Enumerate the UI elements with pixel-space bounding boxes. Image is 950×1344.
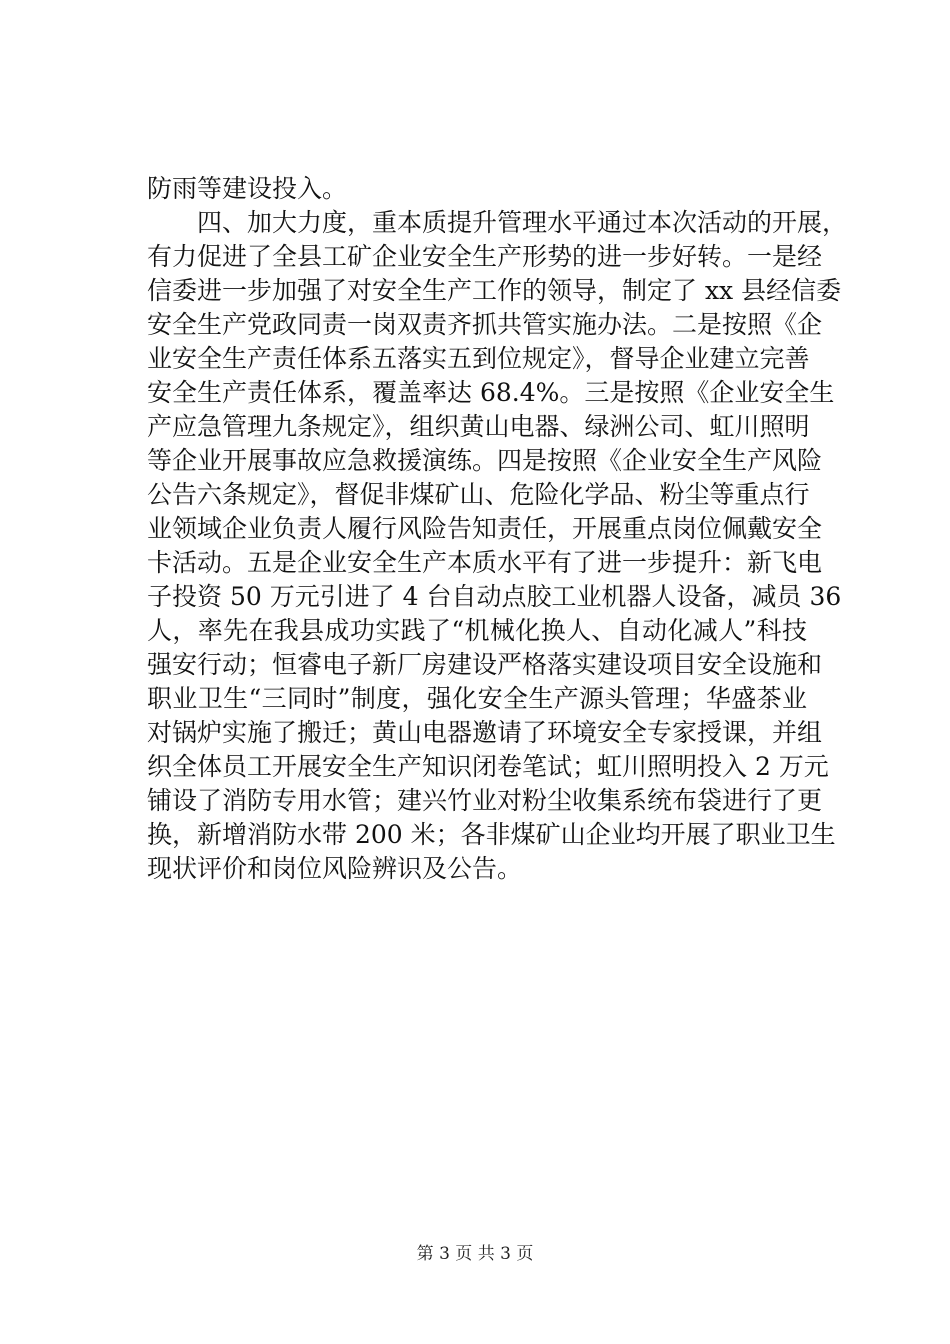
body-text xyxy=(147,172,848,886)
text-line: 防雨等建设投入。 xyxy=(147,174,348,203)
text-line: 业领域企业负责人履行风险告知责任，开展重点岗位佩戴安全 xyxy=(147,514,823,543)
text-line: 等企业开展事故应急救援演练。四是按照《企业安全生产风险 xyxy=(147,446,823,475)
text-line: 卡活动。五是企业安全生产本质水平有了进一步提升：新飞电 xyxy=(147,548,823,577)
text-line: 职业卫生“三同时”制度，强化安全生产源头管理；华盛茶业 xyxy=(147,684,807,713)
text-line: 产应急管理九条规定》，组织黄山电器、绿洲公司、虹川照明 xyxy=(147,412,810,441)
text-line: 信委进一步加强了对安全生产工作的领导，制定了 xx 县经信委 xyxy=(147,276,842,305)
text-line: 织全体员工开展安全生产知识闭卷笔试；虹川照明投入 2 万元 xyxy=(147,752,829,781)
text-line: 业安全生产责任体系五落实五到位规定》，督导企业建立完善 xyxy=(147,344,810,373)
text-line: 人，率先在我县成功实践了“机械化换人、自动化减人”科技 xyxy=(147,616,807,645)
text-line: 强安行动；恒睿电子新厂房建设严格落实建设项目安全设施和 xyxy=(147,650,823,679)
text-line: 安全生产责任体系，覆盖率达 68.4%。三是按照《企业安全生 xyxy=(147,378,835,407)
text-line: 铺设了消防专用水管；建兴竹业对粉尘收集系统布袋进行了更 xyxy=(147,786,823,815)
text-line: 现状评价和岗位风险辨识及公告。 xyxy=(147,854,523,883)
text-line: 安全生产党政同责一岗双责齐抓共管实施办法。二是按照《企 xyxy=(147,310,823,339)
text-line: 子投资 50 万元引进了 4 台自动点胶工业机器人设备，减员 36 xyxy=(147,582,842,611)
text-line: 四、加大力度，重本质提升管理水平通过本次活动的开展， xyxy=(147,208,848,237)
text-line: 对锅炉实施了搬迁；黄山电器邀请了环境安全专家授课，并组 xyxy=(147,718,823,747)
text-line: 有力促进了全县工矿企业安全生产形势的进一步好转。一是经 xyxy=(147,242,823,271)
page-number-footer: 第 3 页 共 3 页 xyxy=(416,1244,534,1264)
text-line: 换，新增消防水带 200 米；各非煤矿山企业均开展了职业卫生 xyxy=(147,820,836,849)
text-line: 公告六条规定》，督促非煤矿山、危险化学品、粉尘等重点行 xyxy=(147,480,810,509)
